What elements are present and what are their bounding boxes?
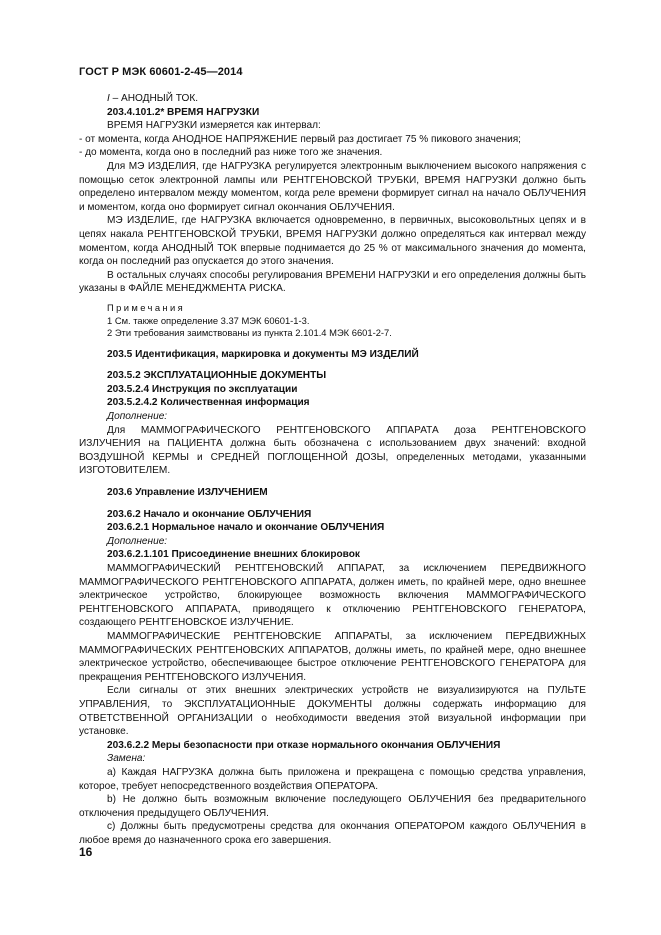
paragraph: В остальных случаях способы регулирования ВРЕМЕНИ НАГРУЗКИ и его определения должны быть указаны в ФАЙЛЕ МЕНЕДЖМЕНТА РИСКА.	[79, 269, 586, 295]
page-content	[79, 92, 586, 847]
addition-label: Дополнение:	[107, 535, 168, 547]
section-heading: 203.5.2 ЭКСПЛУАТАЦИОННЫЕ ДОКУМЕНТЫ	[107, 370, 327, 382]
paragraph: Для МЭ ИЗДЕЛИЯ, где НАГРУЗКА регулируется электронным выключением высокого напряжения с помощью сеток электронной лампы или РЕНТГЕНОВСКОЙ ТРУБКИ, ВРЕМЯ НАГРУЗКИ должно быть определено интервалом между моментом, когда реле времени формирует сигнал на начало ОБЛУЧЕНИЯ и моментом, когда оно формирует сигнал окончания ОБЛУЧЕНИЯ.	[79, 160, 586, 213]
dash-item: - от момента, когда АНОДНОЕ НАПРЯЖЕНИЕ первый раз достигает 75 % пикового значения;	[79, 133, 521, 145]
paragraph: Если сигналы от этих внешних электрических устройств не визуализируются на ПУЛЬТЕ УПРАВЛЕНИЯ, то ЭКСПЛУАТАЦИОННЫЕ ДОКУМЕНТЫ должны содержать информацию для ОТВЕТСТВЕННОЙ ОРГАНИЗАЦИИ о необходимости введения этой визуальной информации при установке.	[79, 685, 586, 738]
paragraph: ВРЕМЯ НАГРУЗКИ измеряется как интервал:	[107, 120, 321, 132]
dash-item: - до момента, когда оно в последний раз ниже того же значения.	[79, 147, 383, 159]
addition-label: Дополнение:	[107, 411, 168, 423]
section-heading: 203.4.101.2* ВРЕМЯ НАГРУЗКИ	[107, 106, 260, 118]
section-heading: 203.6.2.2 Меры безопасности при отказе нормального окончания ОБЛУЧЕНИЯ	[107, 739, 501, 751]
notes-title: Примечания	[107, 301, 186, 313]
section-heading: 203.5.2.4 Инструкция по эксплуатации	[107, 383, 298, 395]
list-item: с) Должны быть предусмотрены средства для окончания ОПЕРАТОРОМ каждого ОБЛУЧЕНИЯ в любое время до назначенного срока его завершения.	[79, 821, 586, 846]
section-heading: 203.6 Управление ИЗЛУЧЕНИЕМ	[107, 487, 268, 499]
page-number: 16	[79, 845, 93, 859]
current-symbol: I	[107, 93, 110, 104]
list-item: а) Каждая НАГРУЗКА должна быть приложена и прекращена с помощью средства управления, которое, требует непосредственного воздействия ОПЕРАТОРА.	[79, 766, 586, 792]
note-item: 1 См. также определение 3.37 МЭК 60601-1-3.	[107, 314, 310, 326]
note-item: 2 Эти требования заимствованы из пункта 2.101.4 МЭК 6601-2-7.	[107, 327, 392, 339]
anode-current-line	[79, 92, 586, 106]
section-heading: 203.6.2.1.101 Присоединение внешних блокировок	[107, 549, 360, 561]
section-heading: 203.6.2.1 Нормальное начало и окончание ОБЛУЧЕНИЯ	[107, 522, 385, 534]
section-heading: 203.5.2.4.2 Количественная информация	[107, 397, 310, 409]
paragraph: Для МАММОГРАФИЧЕСКОГО РЕНТГЕНОВСКОГО АППАРАТА доза РЕНТГЕНОВСКОГО ИЗЛУЧЕНИЯ на ПАЦИЕНТА должна быть обозначена с использованием двух значений: входной ВОЗДУШНОЙ КЕРМЫ и СРЕДНЕЙ ПОГЛОЩЕННОЙ ДОЗЫ, определенных методами, указанными ИЗГОТОВИТЕЛЕМ.	[79, 424, 586, 477]
paragraph: МЭ ИЗДЕЛИЕ, где НАГРУЗКА включается одновременно, в первичных, высоковольтных цепях и в цепях накала РЕНТГЕНОВСКОЙ ТРУБКИ, ВРЕМЯ НАГРУЗКИ должно определяться как интервал между моментом, когда АНОДНЫЙ ТОК впервые поднимается до 25 % от максимального значения до момента, когда он последний раз опускается до этого значения.	[79, 215, 586, 268]
replacement-label: Замена:	[107, 753, 146, 765]
section-heading: 203.5 Идентификация, маркировка и документы МЭ ИЗДЕЛИЙ	[107, 348, 419, 360]
anode-current-text: – АНОДНЫЙ ТОК.	[109, 93, 199, 104]
paragraph: МАММОГРАФИЧЕСКИЙ РЕНТГЕНОВСКИЙ АППАРАТ, за исключением ПЕРЕДВИЖНОГО МАММОГРАФИЧЕСКОГО РЕНТГЕНОВСКОГО АППАРАТА, должен иметь, по крайней мере, одно внешнее электрическое устройство, блокирующее возможность включения МАММОГРАФИЧЕСКОГО РЕНТГЕНОВСКОГО АППАРАТА, приводящего к отключению РЕНТГЕНОВСКОГО ГЕНЕРАТОРА, создающего РЕНТГЕНОВСКОЕ ИЗЛУЧЕНИЕ.	[79, 563, 586, 629]
document-header: ГОСТ Р МЭК 60601-2-45—2014	[79, 66, 243, 78]
section-heading: 203.6.2 Начало и окончание ОБЛУЧЕНИЯ	[107, 508, 312, 520]
list-item: b) Не должно быть возможным включение последующего ОБЛУЧЕНИЯ без предварительного отключения предыдущего ОБЛУЧЕНИЯ.	[79, 794, 586, 819]
paragraph: МАММОГРАФИЧЕСКИЕ РЕНТГЕНОВСКИЕ АППАРАТЫ, за исключением ПЕРЕДВИЖНЫХ МАММОГРАФИЧЕСКИХ РЕНТГЕНОВСКИХ АППАРАТОВ, должны иметь, по крайней мере, одно внешнее электрическое устройство, обеспечивающее быстрое отключение РЕНТГЕНОВСКОГО ГЕНЕРАТОРА для прекращения РЕНТГЕНОВСКОГО ИЗЛУЧЕНИЯ.	[79, 630, 586, 683]
